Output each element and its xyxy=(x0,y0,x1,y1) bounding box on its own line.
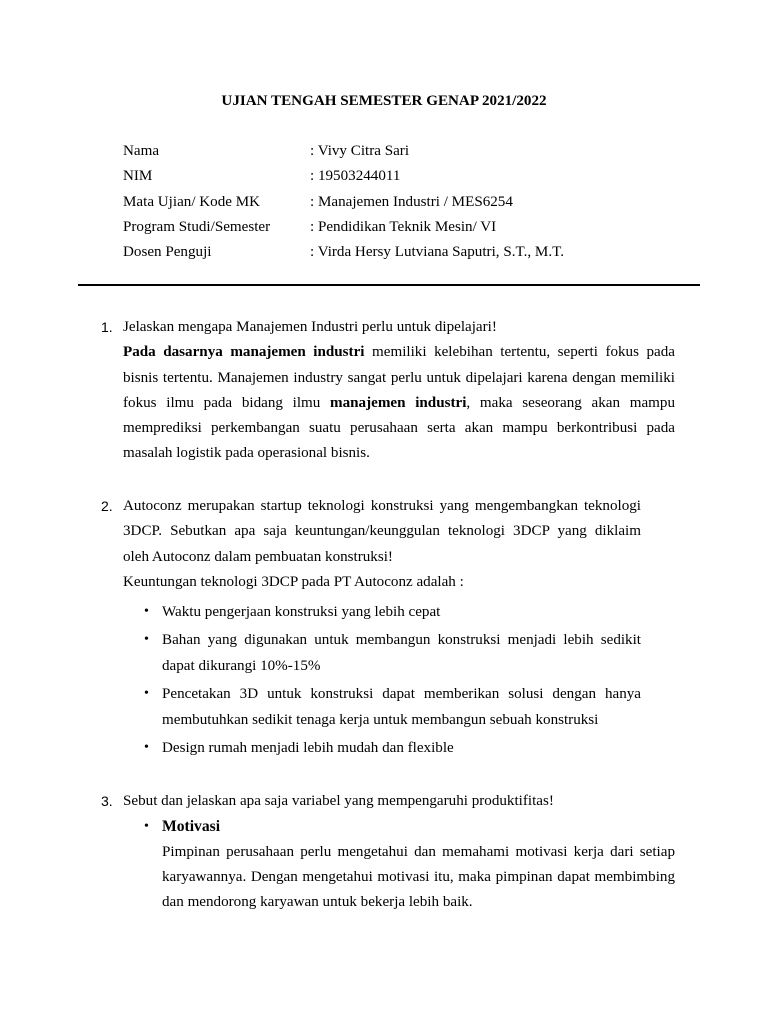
question-text: Jelaskan mengapa Manajemen Industri perlu untuk dipelajari! xyxy=(123,319,497,335)
emphasis-text: manajemen industri xyxy=(330,394,467,411)
answer-line: memprediksi perkembangan suatu perusahaan serta akan mampu berkontribusi pada xyxy=(123,420,675,437)
variable-description: karyawannya. Dengan mengetahui motivasi itu, maka pimpinan dapat membimbing xyxy=(162,868,675,885)
answer-line xyxy=(123,340,675,365)
variable-description: Pimpinan perusahaan perlu mengetahui dan memahami motivasi kerja dari setiap xyxy=(162,843,675,860)
answer-intro: Keuntungan teknologi 3DCP pada PT Autoconz adalah : xyxy=(123,573,464,590)
question-number: 1. xyxy=(101,319,113,335)
emphasis-text: Pada dasarnya manajemen industri xyxy=(123,344,365,361)
bullet-icon xyxy=(144,599,149,625)
list-item-text: Waktu pengerjaan konstruksi yang lebih cepat xyxy=(162,604,441,620)
info-row-nim xyxy=(123,164,683,189)
answer-text: , maka seseorang akan mampu xyxy=(466,394,675,411)
info-label: Mata Ujian/ Kode MK xyxy=(123,193,261,210)
list-item xyxy=(162,599,641,625)
list-item-text: Design rumah menjadi lebih mudah dan flexible xyxy=(162,740,454,756)
list-item-text: dapat dikurangi 10%-15% xyxy=(162,658,321,674)
info-label: Dosen Penguji xyxy=(123,244,212,261)
info-label: Nama xyxy=(123,143,160,159)
question-number: 3. xyxy=(101,793,113,809)
info-row-nama xyxy=(123,139,683,164)
question-text: oleh Autoconz dalam pembuatan konstruksi! xyxy=(123,548,393,565)
bullet-icon xyxy=(144,814,149,839)
variable-motivasi xyxy=(162,814,675,915)
answer-text: memiliki kelebihan tertentu, seperti fokus pada xyxy=(372,344,676,361)
info-label: NIM xyxy=(123,168,153,185)
answer-line xyxy=(123,391,675,416)
variable-description: dan mendorong karyawan untuk bekerja lebih baik. xyxy=(162,894,473,911)
info-row-program-studi xyxy=(123,215,683,240)
list-item xyxy=(162,627,641,679)
student-info-table xyxy=(123,139,683,265)
question-text: Autoconz merupakan startup teknologi konstruksi yang mengembangkan teknologi xyxy=(123,498,641,514)
answer-line: masalah logistik pada operasional bisnis. xyxy=(123,445,370,462)
variable-heading xyxy=(162,814,675,839)
answer-text: fokus ilmu pada bidang ilmu xyxy=(123,394,321,411)
info-value: : Vivy Citra Sari xyxy=(310,143,410,159)
bullet-icon xyxy=(144,627,149,653)
list-item xyxy=(162,735,641,761)
question-3 xyxy=(101,789,675,915)
question-text: Sebut dan jelaskan apa saja variabel yang mempengaruhi produktifitas! xyxy=(123,793,554,809)
bullet-icon xyxy=(144,681,149,707)
exam-title: UJIAN TENGAH SEMESTER GENAP 2021/2022 xyxy=(221,93,547,109)
list-item-text: Pencetakan 3D untuk konstruksi dapat memberikan solusi dengan hanya xyxy=(162,686,641,702)
info-row-mata-ujian xyxy=(123,190,683,215)
header-divider xyxy=(78,284,700,286)
list-item-text: Bahan yang digunakan untuk membangun konstruksi menjadi lebih sedikit xyxy=(162,632,641,648)
question-number: 2. xyxy=(101,498,113,514)
list-item xyxy=(162,681,641,733)
info-value: : Pendidikan Teknik Mesin/ VI xyxy=(310,218,497,235)
bullet-icon xyxy=(144,735,149,761)
info-row-dosen-penguji xyxy=(123,240,683,265)
answer-line: bisnis tertentu. Manajemen industry sangat perlu untuk dipelajari karena dengan memiliki xyxy=(123,369,675,386)
info-value: : Virda Hersy Lutviana Saputri, S.T., M.T. xyxy=(310,244,564,261)
list-item-text: membutuhkan sedikit tenaga kerja untuk membangun sebuah konstruksi xyxy=(162,712,599,728)
question-2 xyxy=(101,494,641,595)
info-value: : Manajemen Industri / MES6254 xyxy=(310,193,513,210)
answer-paragraph xyxy=(123,340,675,466)
advantages-list xyxy=(162,599,641,763)
question-text: 3DCP. Sebutkan apa saja keuntungan/keunggulan teknologi 3DCP yang diklaim xyxy=(123,523,641,540)
info-label: Program Studi/Semester xyxy=(123,218,271,235)
info-value: : 19503244011 xyxy=(310,168,401,185)
question-1 xyxy=(101,315,676,467)
variable-title: Motivasi xyxy=(162,818,221,836)
